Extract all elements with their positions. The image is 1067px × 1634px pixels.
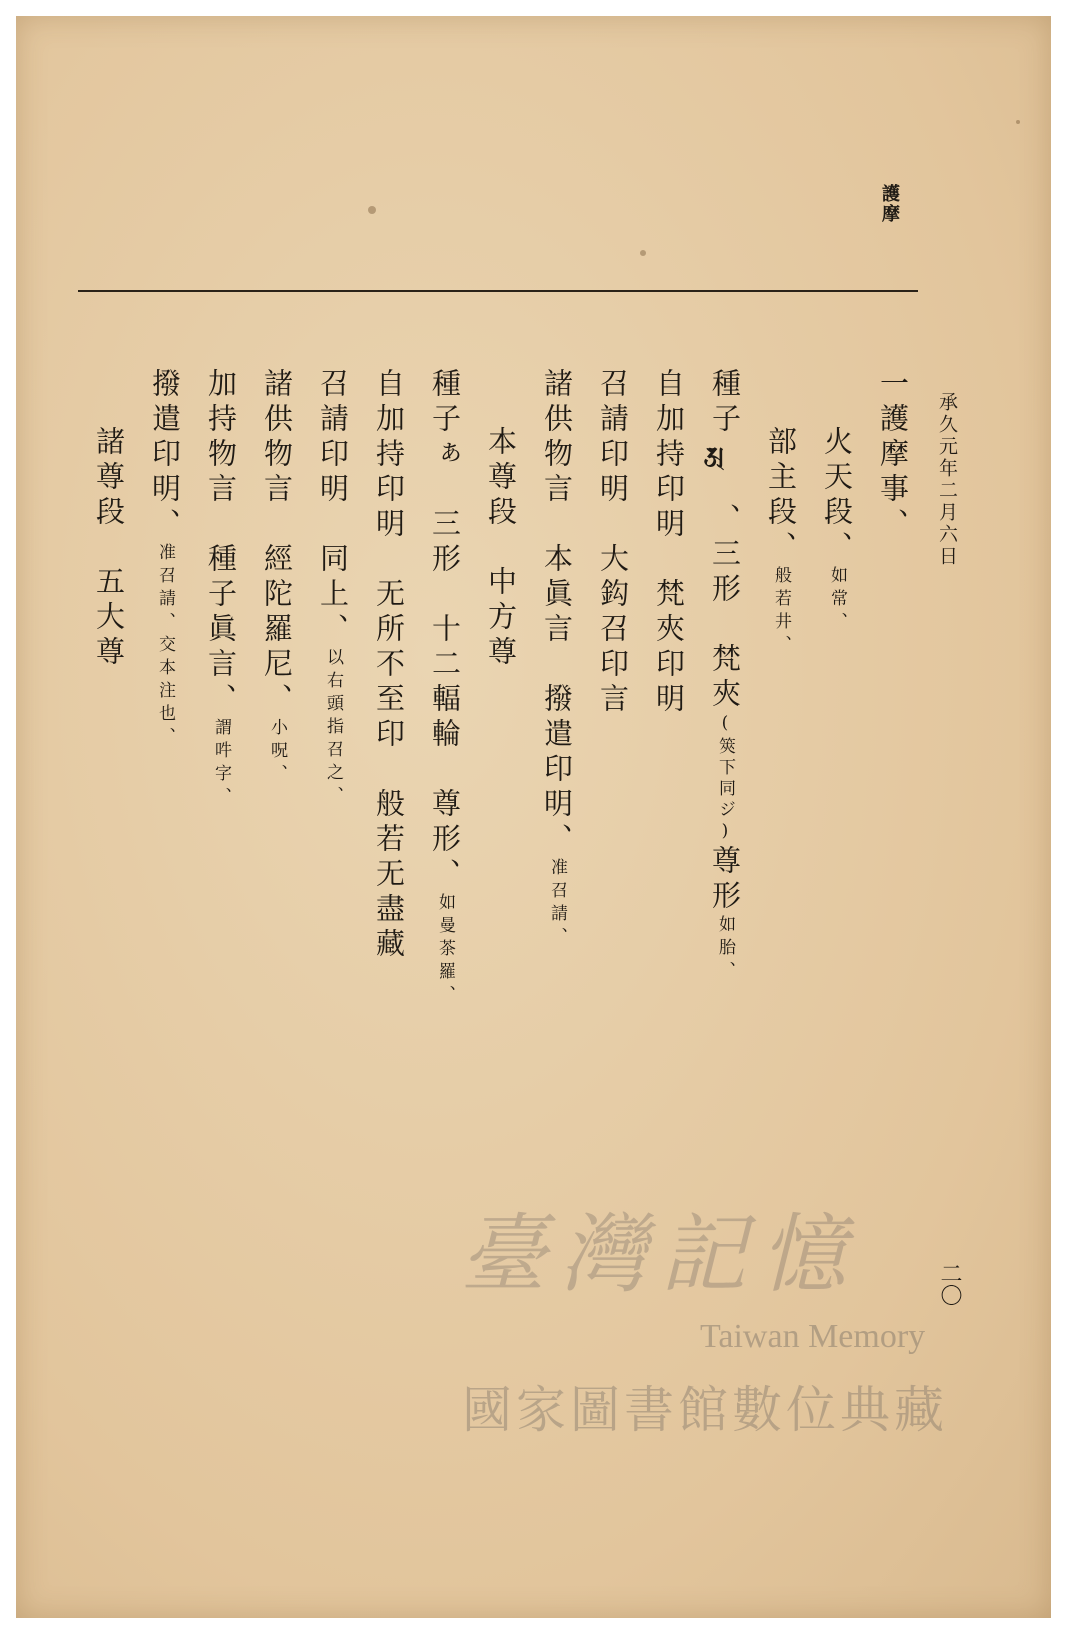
text-column-5: [652, 368, 686, 718]
watermark-calligraphy: 臺灣記憶: [460, 1205, 860, 1305]
column-text: 諸供物言 本眞言 撥遣印明、: [540, 368, 574, 858]
column-text-2: 尊形: [708, 845, 742, 915]
watermark-english: Taiwan Memory: [700, 1318, 926, 1355]
text-column-10: [372, 368, 406, 963]
text-column-6: [596, 368, 630, 718]
column-text: 本尊段 中方尊: [484, 426, 518, 671]
text-column-15: [92, 426, 126, 671]
column-text: 種子ぁ 三形 十二輻輪 尊形、: [428, 368, 462, 893]
text-column-13: [204, 368, 238, 810]
column-note: 般若井、: [771, 566, 791, 658]
text-column-14: [148, 368, 182, 750]
text-column-3: [764, 426, 798, 658]
watermark-library: 國家圖書館數位典藏: [462, 1381, 948, 1439]
column-text: 火天段、: [820, 426, 854, 566]
text-column-9: [428, 368, 462, 1008]
column-note: 以右頭指召之、: [323, 648, 343, 809]
column-note: 謂吽字、: [211, 718, 231, 810]
column-text: 自加持印明 梵夾印明: [652, 368, 686, 718]
column-note: (筴下同ジ): [715, 713, 735, 845]
column-text: 加持物言 種子眞言、: [204, 368, 238, 718]
page-header: 護摩: [879, 184, 900, 224]
column-text: 部主段、: [764, 426, 798, 566]
text-column-4: [708, 368, 742, 984]
column-text: 諸尊段 五大尊: [92, 426, 126, 671]
column-note-2: 如胎、: [715, 915, 735, 984]
column-note: 如常、: [827, 566, 847, 635]
column-text: 種子𑖀、三形 梵夾: [708, 368, 742, 713]
header-rule: [78, 290, 918, 292]
text-column-2: [820, 426, 854, 635]
text-column-12: [260, 368, 294, 787]
text-column-11: [316, 368, 350, 809]
document-date: 承久元年二月六日: [936, 392, 958, 568]
text-column-8: [484, 426, 518, 671]
page-number: 二〇: [937, 1262, 962, 1306]
column-note: 小呪、: [267, 718, 287, 787]
column-text: 召請印明 大鈎召印言: [596, 368, 630, 718]
column-text: 撥遣印明、: [148, 368, 182, 543]
column-note: 准召請、交本注也、: [155, 543, 175, 750]
column-note: 准召請、: [547, 858, 567, 950]
column-note: 如曼茶羅、: [435, 893, 455, 1008]
column-text: 自加持印明 无所不至印 般若无盡藏: [372, 368, 406, 963]
text-column-1: [876, 368, 910, 543]
column-text: 諸供物言 經陀羅尼、: [260, 368, 294, 718]
column-text: 召請印明 同上、: [316, 368, 350, 648]
text-column-7: [540, 368, 574, 950]
column-text: 一護摩事、: [876, 368, 910, 543]
